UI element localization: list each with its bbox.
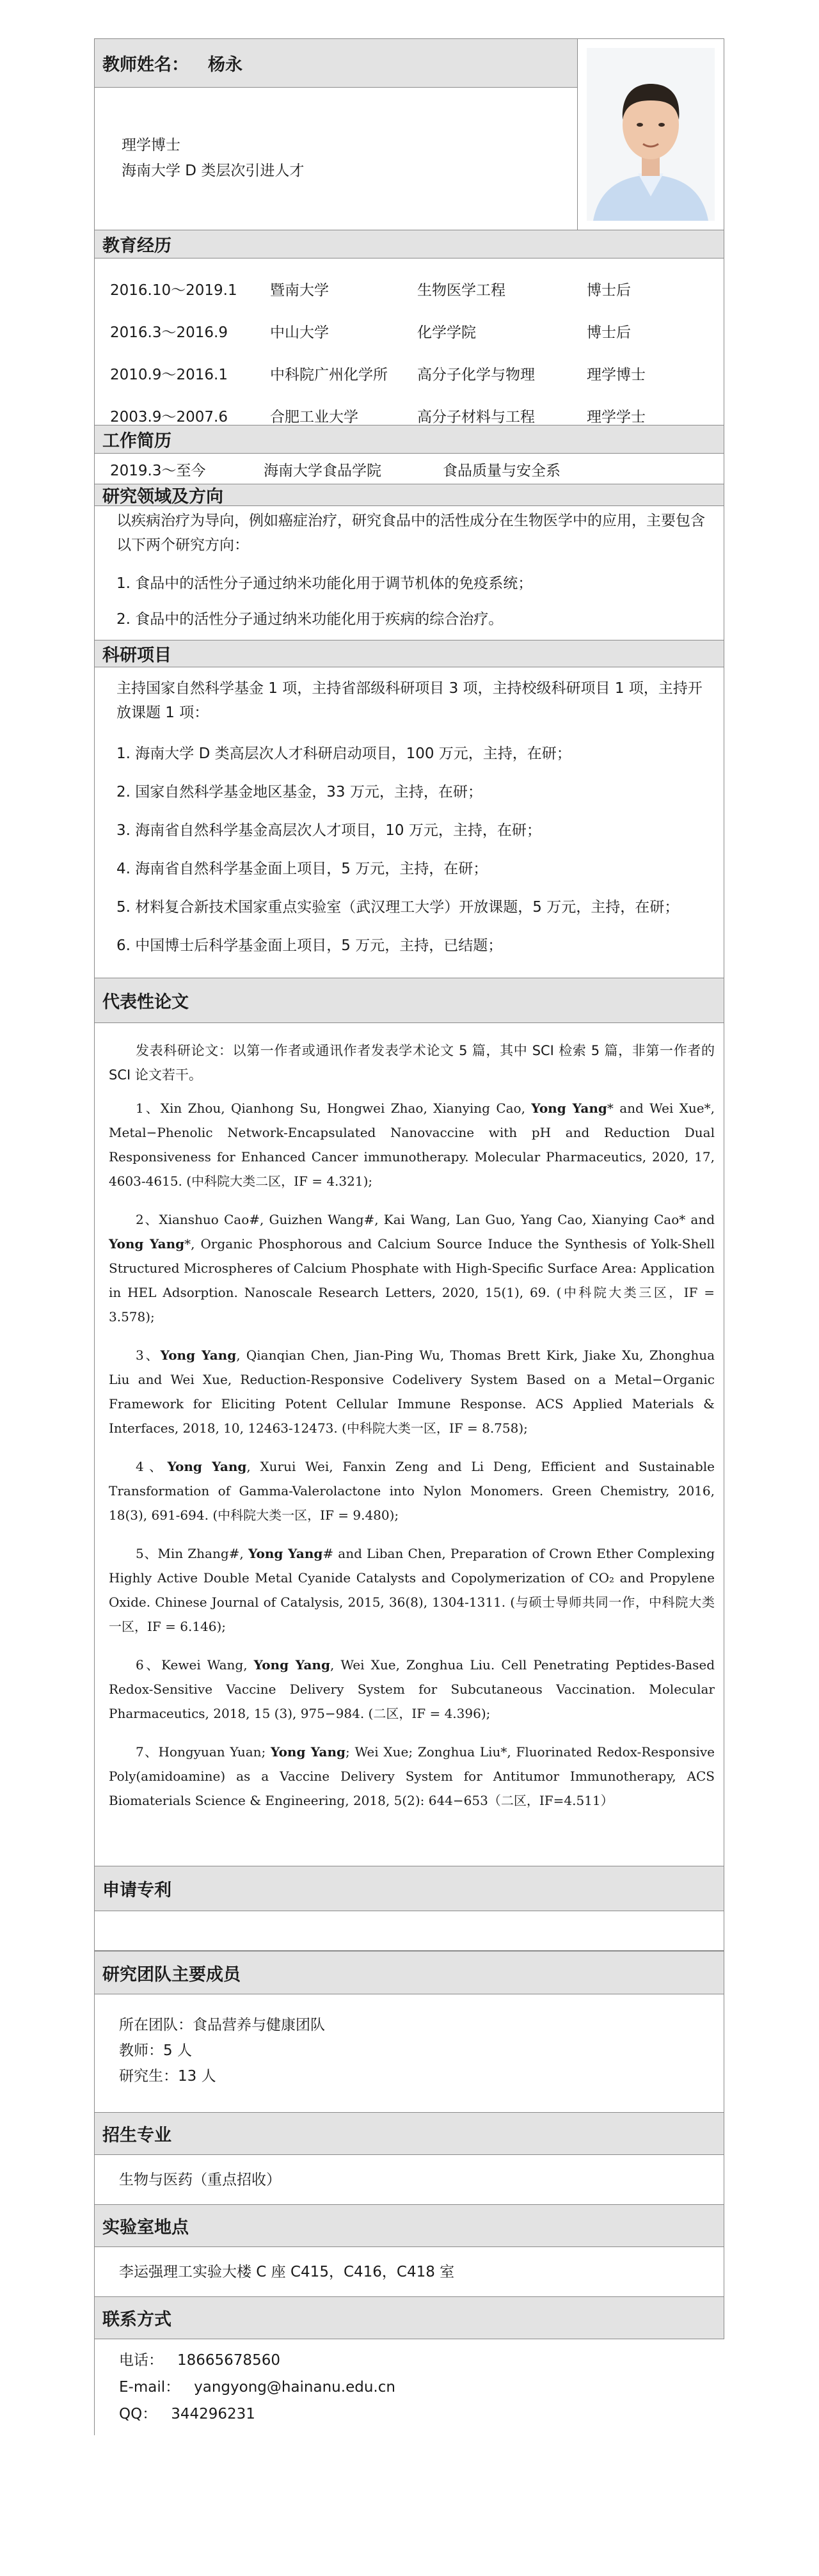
paper-details: ; Wei Xue; Zonghua Liu*, Fluorinated Redox-Responsive Poly(amidoamine) as a Vaccine Delivery System for Antitumor Immunotherapy, ACS Biomaterials Science & Engineering, 2018, 5(2): 644−653（二区，IF=4.511） xyxy=(109,1744,715,1808)
contact-heading: 联系方式 xyxy=(94,2297,724,2339)
projects-body xyxy=(94,667,724,978)
project-item: 1. 海南大学 D 类高层次人才科研启动项目，100 万元，主持，在研； xyxy=(116,745,571,762)
email-link[interactable]: yangyong@hainanu.edu.cn xyxy=(194,2379,395,2396)
edu-period: 2010.9～2016.1 xyxy=(110,366,228,383)
qq-label: QQ： xyxy=(119,2406,157,2422)
work-org: 海南大学食品学院 xyxy=(264,462,381,479)
cv-document xyxy=(94,38,724,2435)
project-item: 2. 国家自然科学基金地区基金，33 万元，主持，在研； xyxy=(116,784,482,800)
team-body xyxy=(94,1994,724,2113)
paper-item xyxy=(95,1740,724,1813)
paper-item xyxy=(95,1653,724,1726)
paper-authors: 3、 xyxy=(136,1348,161,1363)
patents-body xyxy=(94,1911,724,1951)
paper-author-highlight: Yong Yang xyxy=(160,1348,237,1363)
contact-qq-row xyxy=(119,2401,724,2428)
enroll-major: 生物与医药（重点招收） xyxy=(119,2171,281,2188)
education-row xyxy=(95,267,724,310)
work-period: 2019.3～至今 xyxy=(110,462,206,479)
team-name: 所在团队：食品营养与健康团队 xyxy=(119,2017,325,2033)
work-heading: 工作简历 xyxy=(94,425,724,454)
paper-author-highlight: Yong Yang xyxy=(248,1546,323,1561)
edu-degree: 理学学士 xyxy=(587,408,646,425)
contact-body xyxy=(94,2339,724,2435)
edu-org: 中山大学 xyxy=(270,324,329,341)
contact-phone-row xyxy=(119,2347,724,2374)
research-item: 2. 食品中的活性分子通过纳米功能化用于疾病的综合治疗。 xyxy=(116,611,504,628)
lab-body xyxy=(94,2247,724,2297)
phone-value: 18665678560 xyxy=(177,2352,280,2369)
edu-org: 暨南大学 xyxy=(270,282,329,299)
paper-author-highlight: Yong Yang xyxy=(167,1459,247,1474)
portrait-image xyxy=(587,48,715,221)
edu-org: 合肥工业大学 xyxy=(270,408,358,425)
education-row xyxy=(95,352,724,394)
education-list xyxy=(94,258,724,425)
phone-label: 电话： xyxy=(119,2352,163,2369)
name-bar xyxy=(95,39,577,88)
project-item: 5. 材料复合新技术国家重点实验室（武汉理工大学）开放课题，5 万元，主持，在研； xyxy=(116,899,680,916)
paper-item xyxy=(95,1541,724,1639)
papers-heading: 代表性论文 xyxy=(94,978,724,1023)
education-heading: 教育经历 xyxy=(94,230,724,258)
paper-author-highlight: Yong Yang xyxy=(253,1657,330,1673)
team-teachers: 教师：5 人 xyxy=(119,2042,192,2059)
edu-field: 生物医学工程 xyxy=(417,282,505,299)
edu-field: 高分子材料与工程 xyxy=(417,408,535,425)
projects-intro: 主持国家自然科学基金 1 项，主持省部级科研项目 3 项，主持校级科研项目 1 项，主持开放课题 1 项： xyxy=(116,680,703,721)
papers-body xyxy=(94,1023,724,1866)
email-label: E-mail： xyxy=(119,2379,180,2396)
teacher-name: 杨永 xyxy=(208,55,243,75)
paper-item xyxy=(95,1096,724,1193)
paper-item xyxy=(95,1454,724,1527)
papers-intro: 发表科研论文：以第一作者或通讯作者发表学术论文 5 篇，其中 SCI 检索 5 篇，非第一作者的 SCI 论文若干。 xyxy=(109,1043,715,1083)
project-item: 3. 海南省自然科学基金高层次人才项目，10 万元，主持，在研； xyxy=(116,822,541,839)
paper-authors: 7、Hongyuan Yuan; xyxy=(136,1744,271,1760)
profile-photo xyxy=(577,39,724,230)
education-row xyxy=(95,310,724,352)
work-field: 食品质量与安全系 xyxy=(443,462,561,479)
edu-degree: 理学博士 xyxy=(587,366,646,383)
research-item: 1. 食品中的活性分子通过纳米功能化用于调节机体的免疫系统； xyxy=(116,575,533,592)
title-lines xyxy=(95,88,577,184)
edu-period: 2016.3～2016.9 xyxy=(110,324,228,341)
enroll-heading: 招生专业 xyxy=(94,2113,724,2155)
research-intro: 以疾病治疗为导向，例如癌症治疗，研究食品中的活性成分在生物医学中的应用，主要包含以下两个研究方向： xyxy=(116,513,705,553)
paper-details: , Wei Xue, Zonghua Liu. Cell Penetrating Peptides-Based Redox-Sensitive Vaccine Delivery System for Subcutaneous Vaccination. Molecular Pharmaceutics, 2018, 15 (3), 975−984. (二区，IF = 4.396); xyxy=(109,1657,715,1721)
edu-field: 高分子化学与物理 xyxy=(417,366,535,383)
edu-org: 中科院广州化学所 xyxy=(270,366,388,383)
project-item: 4. 海南省自然科学基金面上项目，5 万元，主持，在研； xyxy=(116,861,488,877)
edu-field: 化学学院 xyxy=(417,324,476,341)
profile-header xyxy=(94,38,724,230)
paper-details: , Qianqian Chen, Jian-Ping Wu, Thomas Brett Kirk, Jiake Xu, Zhonghua Liu and Wei Xue, Reduction-Responsive Codelivery System Based on a Metal−Organic Framework for Eliciting Potent Cellular Immune Response. ACS Applied Materials & Interfaces, 2018, 10, 12463-12473. (中科院大类一区，IF = 8.758); xyxy=(109,1348,715,1436)
work-list xyxy=(94,454,724,484)
patents-heading: 申请专利 xyxy=(94,1866,724,1911)
paper-authors: 6、Kewei Wang, xyxy=(136,1657,254,1673)
research-body xyxy=(94,506,724,640)
lab-heading: 实验室地点 xyxy=(94,2205,724,2247)
paper-item xyxy=(95,1207,724,1329)
work-row xyxy=(95,454,724,484)
paper-author-highlight: Yong Yang xyxy=(109,1236,185,1252)
project-item: 6. 中国博士后科学基金面上项目，5 万元，主持，已结题； xyxy=(116,937,503,954)
edu-period: 2003.9～2007.6 xyxy=(110,408,228,425)
edu-degree: 博士后 xyxy=(587,324,631,341)
profile-info xyxy=(95,39,577,230)
enroll-body xyxy=(94,2155,724,2205)
paper-authors: 2、Xianshuo Cao#, Guizhen Wang#, Kai Wang, Lan Guo, Yang Cao, Xianying Cao* and xyxy=(136,1212,715,1227)
paper-authors: 1、Xin Zhou, Qianhong Su, Hongwei Zhao, Xianying Cao, xyxy=(136,1101,532,1116)
paper-details: , Xurui Wei, Fanxin Zeng and Li Deng, Efficient and Sustainable Transformation of Gamma-Valerolactone into Nylon Monomers. Green Chemistry, 2016, 18(3), 691-694. (中科院大类一区，IF = 9.480); xyxy=(109,1459,715,1523)
team-students: 研究生：13 人 xyxy=(119,2068,216,2085)
edu-degree: 博士后 xyxy=(587,282,631,299)
degree-text: 理学博士 xyxy=(122,137,180,154)
paper-details: *, Organic Phosphorous and Calcium Source Induce the Synthesis of Yolk-Shell Structured Microspheres of Calcium Phosphate with High-Specific Surface Area: Application in HEL Adsorption. Nanoscale Research Letters, 2020, 15(1), 69. (中科院大类三区，IF = 3.578); xyxy=(109,1236,715,1324)
projects-heading: 科研项目 xyxy=(94,640,724,667)
paper-authors: 5、Min Zhang#, xyxy=(136,1546,248,1561)
paper-item xyxy=(95,1343,724,1440)
lab-location: 李运强理工实验大楼 C 座 C415，C416，C418 室 xyxy=(119,2263,455,2280)
paper-author-highlight: Yong Yang xyxy=(271,1744,346,1760)
research-heading: 研究领域及方向 xyxy=(94,484,724,506)
edu-period: 2016.10～2019.1 xyxy=(110,282,237,299)
team-heading: 研究团队主要成员 xyxy=(94,1951,724,1994)
name-label: 教师姓名： xyxy=(102,55,189,75)
paper-authors: 4、 xyxy=(136,1459,168,1474)
title-text: 海南大学 D 类层次引进人才 xyxy=(122,163,305,179)
contact-email-row xyxy=(119,2374,724,2401)
qq-value: 344296231 xyxy=(171,2406,255,2422)
paper-details: * and Wei Xue*, Metal−Phenolic Network-Encapsulated Nanovaccine with pH and Reduction Dual Responsiveness for Enhanced Cancer immunotherapy. Molecular Pharmaceutics, 2020, 17, 4603-4615. (中科院大类二区，IF = 4.321); xyxy=(109,1101,715,1189)
paper-details: # and Liban Chen, Preparation of Crown Ether Complexing Highly Active Double Metal Cyanide Catalysts and Copolymerization of CO₂ and Propylene Oxide. Chinese Journal of Catalysis, 2015, 36(8), 1304-1311. (与硕士导师共同一作，中科院大类一区，IF = 6.146); xyxy=(109,1546,715,1634)
paper-author-highlight: Yong Yang xyxy=(531,1101,607,1116)
